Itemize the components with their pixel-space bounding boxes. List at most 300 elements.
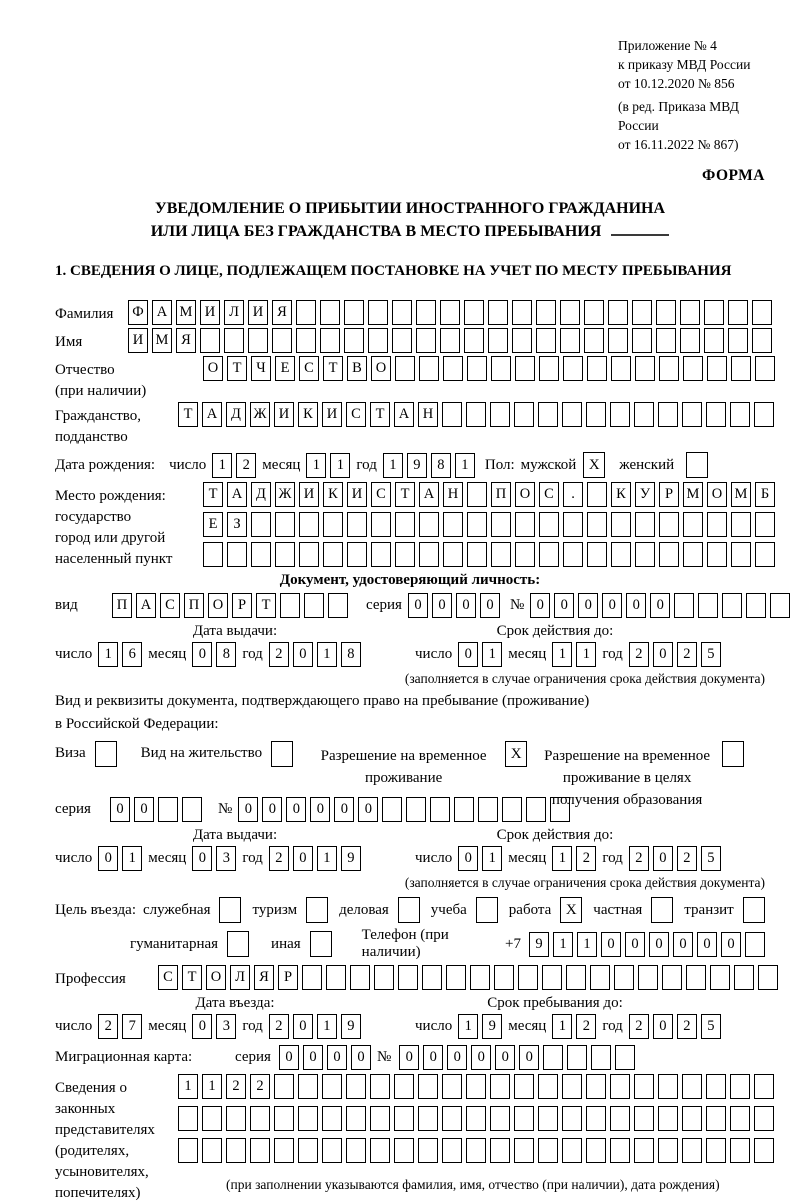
char-cell[interactable]: 0: [399, 1045, 419, 1070]
char-cell[interactable]: [398, 965, 418, 990]
char-cell[interactable]: [610, 1106, 630, 1131]
char-cell[interactable]: 0: [98, 846, 118, 871]
char-cell[interactable]: Ф: [128, 300, 148, 325]
char-cell[interactable]: [346, 1106, 366, 1131]
char-cell[interactable]: [478, 797, 498, 822]
char-cell[interactable]: О: [203, 356, 223, 381]
char-cell[interactable]: [634, 1106, 654, 1131]
char-cell[interactable]: [731, 356, 751, 381]
char-cell[interactable]: [611, 542, 631, 567]
char-cell[interactable]: [634, 1074, 654, 1099]
sex-female-checkbox[interactable]: [686, 452, 708, 478]
char-cell[interactable]: В: [347, 356, 367, 381]
birth-year-cells[interactable]: [383, 453, 475, 478]
char-cell[interactable]: [419, 512, 439, 537]
char-cell[interactable]: 1: [330, 453, 350, 478]
char-cell[interactable]: [422, 965, 442, 990]
char-cell[interactable]: С: [299, 356, 319, 381]
char-cell[interactable]: Ж: [275, 482, 295, 507]
char-cell[interactable]: 1: [212, 453, 232, 478]
char-cell[interactable]: 0: [554, 593, 574, 618]
stay-day[interactable]: [458, 1014, 502, 1039]
char-cell[interactable]: [248, 328, 268, 353]
char-cell[interactable]: 8: [341, 642, 361, 667]
char-cell[interactable]: [416, 328, 436, 353]
char-cell[interactable]: 1: [552, 1014, 572, 1039]
char-cell[interactable]: [584, 300, 604, 325]
char-cell[interactable]: 0: [303, 1045, 323, 1070]
char-cell[interactable]: С: [158, 965, 178, 990]
char-cell[interactable]: О: [206, 965, 226, 990]
char-cell[interactable]: Я: [272, 300, 292, 325]
char-cell[interactable]: О: [707, 482, 727, 507]
char-cell[interactable]: [515, 542, 535, 567]
char-cell[interactable]: [674, 593, 694, 618]
char-cell[interactable]: 9: [529, 932, 549, 957]
char-cell[interactable]: [682, 1138, 702, 1163]
surname-cells[interactable]: [128, 300, 772, 325]
char-cell[interactable]: 1: [552, 846, 572, 871]
char-cell[interactable]: [494, 965, 514, 990]
char-cell[interactable]: [346, 1138, 366, 1163]
char-cell[interactable]: [680, 300, 700, 325]
doc-kind-cells[interactable]: [112, 593, 348, 618]
char-cell[interactable]: 0: [625, 932, 645, 957]
char-cell[interactable]: 0: [458, 642, 478, 667]
char-cell[interactable]: [734, 965, 754, 990]
char-cell[interactable]: [614, 965, 634, 990]
char-cell[interactable]: 0: [134, 797, 154, 822]
char-cell[interactable]: 1: [553, 932, 573, 957]
char-cell[interactable]: [443, 512, 463, 537]
char-cell[interactable]: А: [202, 402, 222, 427]
char-cell[interactable]: [587, 356, 607, 381]
char-cell[interactable]: [610, 1074, 630, 1099]
char-cell[interactable]: [371, 512, 391, 537]
char-cell[interactable]: [320, 300, 340, 325]
char-cell[interactable]: [158, 797, 178, 822]
char-cell[interactable]: [490, 1106, 510, 1131]
citizenship-cells[interactable]: [178, 402, 774, 427]
char-cell[interactable]: [538, 1074, 558, 1099]
char-cell[interactable]: [467, 542, 487, 567]
char-cell[interactable]: [706, 1106, 726, 1131]
char-cell[interactable]: [392, 328, 412, 353]
char-cell[interactable]: 1: [122, 846, 142, 871]
char-cell[interactable]: [683, 542, 703, 567]
char-cell[interactable]: П: [491, 482, 511, 507]
char-cell[interactable]: 0: [293, 1014, 313, 1039]
char-cell[interactable]: 0: [358, 797, 378, 822]
char-cell[interactable]: [683, 356, 703, 381]
doc-number-cells[interactable]: [530, 593, 790, 618]
char-cell[interactable]: [659, 512, 679, 537]
char-cell[interactable]: [590, 965, 610, 990]
birth-place-row3[interactable]: [203, 542, 775, 567]
char-cell[interactable]: 0: [192, 846, 212, 871]
char-cell[interactable]: 0: [653, 642, 673, 667]
char-cell[interactable]: [490, 1138, 510, 1163]
char-cell[interactable]: С: [160, 593, 180, 618]
char-cell[interactable]: М: [731, 482, 751, 507]
char-cell[interactable]: [368, 300, 388, 325]
char-cell[interactable]: 1: [383, 453, 403, 478]
char-cell[interactable]: О: [208, 593, 228, 618]
purpose-official-checkbox[interactable]: [219, 897, 241, 923]
char-cell[interactable]: Д: [226, 402, 246, 427]
char-cell[interactable]: [226, 1138, 246, 1163]
char-cell[interactable]: Е: [203, 512, 223, 537]
char-cell[interactable]: [394, 1074, 414, 1099]
char-cell[interactable]: [730, 1138, 750, 1163]
char-cell[interactable]: [442, 1138, 462, 1163]
identity-issue-day[interactable]: [98, 642, 142, 667]
char-cell[interactable]: [658, 1138, 678, 1163]
char-cell[interactable]: [706, 1138, 726, 1163]
char-cell[interactable]: 1: [317, 642, 337, 667]
char-cell[interactable]: А: [136, 593, 156, 618]
char-cell[interactable]: 0: [480, 593, 500, 618]
char-cell[interactable]: [488, 300, 508, 325]
char-cell[interactable]: [490, 1074, 510, 1099]
char-cell[interactable]: [227, 542, 247, 567]
char-cell[interactable]: [536, 300, 556, 325]
char-cell[interactable]: 2: [269, 642, 289, 667]
char-cell[interactable]: 0: [334, 797, 354, 822]
char-cell[interactable]: 3: [216, 1014, 236, 1039]
birth-day-cells[interactable]: [212, 453, 256, 478]
char-cell[interactable]: К: [323, 482, 343, 507]
char-cell[interactable]: [416, 300, 436, 325]
char-cell[interactable]: [419, 356, 439, 381]
char-cell[interactable]: 7: [122, 1014, 142, 1039]
phone-cells[interactable]: [529, 932, 765, 957]
char-cell[interactable]: Т: [395, 482, 415, 507]
char-cell[interactable]: [202, 1138, 222, 1163]
char-cell[interactable]: [539, 356, 559, 381]
char-cell[interactable]: [491, 356, 511, 381]
char-cell[interactable]: [440, 300, 460, 325]
char-cell[interactable]: [395, 356, 415, 381]
char-cell[interactable]: И: [248, 300, 268, 325]
char-cell[interactable]: [322, 1074, 342, 1099]
char-cell[interactable]: [632, 300, 652, 325]
identity-expiry-year[interactable]: [629, 642, 721, 667]
char-cell[interactable]: 0: [262, 797, 282, 822]
char-cell[interactable]: И: [322, 402, 342, 427]
identity-issue-month[interactable]: [192, 642, 236, 667]
stay-year[interactable]: [629, 1014, 721, 1039]
char-cell[interactable]: 0: [447, 1045, 467, 1070]
char-cell[interactable]: [296, 300, 316, 325]
char-cell[interactable]: [394, 1106, 414, 1131]
entry-day[interactable]: [98, 1014, 142, 1039]
char-cell[interactable]: 0: [495, 1045, 515, 1070]
char-cell[interactable]: [464, 328, 484, 353]
char-cell[interactable]: 0: [578, 593, 598, 618]
char-cell[interactable]: [320, 328, 340, 353]
char-cell[interactable]: 8: [431, 453, 451, 478]
char-cell[interactable]: [745, 932, 765, 957]
residence-number-cells[interactable]: [238, 797, 570, 822]
char-cell[interactable]: [659, 356, 679, 381]
char-cell[interactable]: [275, 512, 295, 537]
char-cell[interactable]: [274, 1074, 294, 1099]
char-cell[interactable]: О: [515, 482, 535, 507]
sex-male-checkbox[interactable]: X: [583, 452, 605, 478]
char-cell[interactable]: 0: [351, 1045, 371, 1070]
char-cell[interactable]: 0: [310, 797, 330, 822]
char-cell[interactable]: [446, 965, 466, 990]
char-cell[interactable]: З: [227, 512, 247, 537]
char-cell[interactable]: 0: [653, 1014, 673, 1039]
migration-number-cells[interactable]: [399, 1045, 635, 1070]
representatives-row2[interactable]: [178, 1106, 774, 1131]
char-cell[interactable]: [731, 512, 751, 537]
char-cell[interactable]: [615, 1045, 635, 1070]
char-cell[interactable]: [635, 542, 655, 567]
char-cell[interactable]: [755, 356, 775, 381]
char-cell[interactable]: 2: [576, 846, 596, 871]
char-cell[interactable]: 2: [677, 642, 697, 667]
identity-expiry-day[interactable]: [458, 642, 502, 667]
char-cell[interactable]: [562, 1106, 582, 1131]
char-cell[interactable]: [430, 797, 450, 822]
char-cell[interactable]: [467, 482, 487, 507]
char-cell[interactable]: 0: [192, 1014, 212, 1039]
char-cell[interactable]: 3: [216, 846, 236, 871]
char-cell[interactable]: [754, 402, 774, 427]
char-cell[interactable]: [490, 402, 510, 427]
birth-place-row2[interactable]: [203, 512, 775, 537]
char-cell[interactable]: 1: [577, 932, 597, 957]
char-cell[interactable]: 1: [455, 453, 475, 478]
char-cell[interactable]: И: [274, 402, 294, 427]
residence-series-cells[interactable]: [110, 797, 202, 822]
char-cell[interactable]: [587, 512, 607, 537]
char-cell[interactable]: 9: [341, 846, 361, 871]
char-cell[interactable]: [539, 512, 559, 537]
char-cell[interactable]: С: [371, 482, 391, 507]
char-cell[interactable]: [635, 512, 655, 537]
char-cell[interactable]: П: [184, 593, 204, 618]
char-cell[interactable]: 2: [236, 453, 256, 478]
char-cell[interactable]: [728, 300, 748, 325]
char-cell[interactable]: [536, 328, 556, 353]
char-cell[interactable]: [682, 402, 702, 427]
char-cell[interactable]: [370, 1074, 390, 1099]
char-cell[interactable]: [746, 593, 766, 618]
residence-permit-checkbox[interactable]: [271, 741, 293, 767]
char-cell[interactable]: М: [683, 482, 703, 507]
char-cell[interactable]: А: [394, 402, 414, 427]
char-cell[interactable]: 0: [530, 593, 550, 618]
char-cell[interactable]: [512, 300, 532, 325]
stay-month[interactable]: [552, 1014, 596, 1039]
char-cell[interactable]: [563, 512, 583, 537]
char-cell[interactable]: [518, 965, 538, 990]
char-cell[interactable]: [611, 356, 631, 381]
char-cell[interactable]: 0: [238, 797, 258, 822]
char-cell[interactable]: [299, 542, 319, 567]
char-cell[interactable]: [682, 1074, 702, 1099]
birth-place-row1[interactable]: [203, 482, 775, 507]
char-cell[interactable]: [275, 542, 295, 567]
char-cell[interactable]: [755, 512, 775, 537]
char-cell[interactable]: [707, 542, 727, 567]
char-cell[interactable]: 0: [626, 593, 646, 618]
purpose-business-checkbox[interactable]: [398, 897, 420, 923]
char-cell[interactable]: [543, 1045, 563, 1070]
char-cell[interactable]: [443, 542, 463, 567]
char-cell[interactable]: С: [539, 482, 559, 507]
char-cell[interactable]: [686, 965, 706, 990]
char-cell[interactable]: [560, 300, 580, 325]
char-cell[interactable]: [272, 328, 292, 353]
char-cell[interactable]: 2: [269, 1014, 289, 1039]
char-cell[interactable]: 0: [649, 932, 669, 957]
birth-month-cells[interactable]: [306, 453, 350, 478]
char-cell[interactable]: [722, 593, 742, 618]
char-cell[interactable]: [466, 1106, 486, 1131]
char-cell[interactable]: [350, 965, 370, 990]
char-cell[interactable]: 1: [306, 453, 326, 478]
char-cell[interactable]: [467, 512, 487, 537]
char-cell[interactable]: У: [635, 482, 655, 507]
char-cell[interactable]: [550, 797, 570, 822]
char-cell[interactable]: [464, 300, 484, 325]
char-cell[interactable]: [395, 512, 415, 537]
char-cell[interactable]: [635, 356, 655, 381]
char-cell[interactable]: [566, 965, 586, 990]
char-cell[interactable]: [370, 1106, 390, 1131]
char-cell[interactable]: 1: [178, 1074, 198, 1099]
char-cell[interactable]: [302, 965, 322, 990]
char-cell[interactable]: 0: [408, 593, 428, 618]
char-cell[interactable]: [752, 328, 772, 353]
char-cell[interactable]: И: [299, 482, 319, 507]
char-cell[interactable]: С: [346, 402, 366, 427]
char-cell[interactable]: [586, 402, 606, 427]
char-cell[interactable]: [368, 328, 388, 353]
char-cell[interactable]: [512, 328, 532, 353]
char-cell[interactable]: 0: [110, 797, 130, 822]
char-cell[interactable]: [659, 542, 679, 567]
purpose-tourism-checkbox[interactable]: [306, 897, 328, 923]
char-cell[interactable]: [442, 1106, 462, 1131]
char-cell[interactable]: [440, 328, 460, 353]
char-cell[interactable]: [656, 300, 676, 325]
char-cell[interactable]: [392, 300, 412, 325]
char-cell[interactable]: И: [200, 300, 220, 325]
char-cell[interactable]: [296, 328, 316, 353]
residence-expiry-month[interactable]: [552, 846, 596, 871]
char-cell[interactable]: [560, 328, 580, 353]
char-cell[interactable]: [662, 965, 682, 990]
char-cell[interactable]: 2: [226, 1074, 246, 1099]
char-cell[interactable]: [610, 1138, 630, 1163]
entry-month[interactable]: [192, 1014, 236, 1039]
char-cell[interactable]: 0: [192, 642, 212, 667]
char-cell[interactable]: И: [347, 482, 367, 507]
char-cell[interactable]: [754, 1138, 774, 1163]
char-cell[interactable]: [683, 512, 703, 537]
char-cell[interactable]: [178, 1138, 198, 1163]
char-cell[interactable]: Т: [227, 356, 247, 381]
char-cell[interactable]: [539, 542, 559, 567]
char-cell[interactable]: [347, 542, 367, 567]
char-cell[interactable]: 2: [629, 642, 649, 667]
char-cell[interactable]: 0: [279, 1045, 299, 1070]
char-cell[interactable]: [418, 1106, 438, 1131]
char-cell[interactable]: [514, 402, 534, 427]
char-cell[interactable]: [514, 1074, 534, 1099]
char-cell[interactable]: [707, 512, 727, 537]
char-cell[interactable]: [203, 542, 223, 567]
char-cell[interactable]: 1: [202, 1074, 222, 1099]
char-cell[interactable]: [347, 512, 367, 537]
char-cell[interactable]: 1: [317, 846, 337, 871]
char-cell[interactable]: 2: [629, 846, 649, 871]
char-cell[interactable]: О: [371, 356, 391, 381]
char-cell[interactable]: 2: [576, 1014, 596, 1039]
char-cell[interactable]: [755, 542, 775, 567]
char-cell[interactable]: [658, 1106, 678, 1131]
char-cell[interactable]: [538, 402, 558, 427]
char-cell[interactable]: 9: [482, 1014, 502, 1039]
char-cell[interactable]: [178, 1106, 198, 1131]
char-cell[interactable]: [586, 1106, 606, 1131]
char-cell[interactable]: 0: [293, 642, 313, 667]
char-cell[interactable]: 1: [576, 642, 596, 667]
char-cell[interactable]: [202, 1106, 222, 1131]
char-cell[interactable]: А: [227, 482, 247, 507]
char-cell[interactable]: 0: [423, 1045, 443, 1070]
char-cell[interactable]: [250, 1106, 270, 1131]
char-cell[interactable]: [562, 1074, 582, 1099]
char-cell[interactable]: [394, 1138, 414, 1163]
char-cell[interactable]: [698, 593, 718, 618]
char-cell[interactable]: 0: [327, 1045, 347, 1070]
char-cell[interactable]: 1: [482, 846, 502, 871]
char-cell[interactable]: [251, 542, 271, 567]
identity-issue-year[interactable]: [269, 642, 361, 667]
char-cell[interactable]: Т: [178, 402, 198, 427]
char-cell[interactable]: Т: [182, 965, 202, 990]
char-cell[interactable]: Т: [203, 482, 223, 507]
char-cell[interactable]: Т: [256, 593, 276, 618]
char-cell[interactable]: Е: [275, 356, 295, 381]
char-cell[interactable]: [491, 542, 511, 567]
char-cell[interactable]: [226, 1106, 246, 1131]
char-cell[interactable]: [608, 300, 628, 325]
char-cell[interactable]: [730, 1106, 750, 1131]
char-cell[interactable]: 2: [269, 846, 289, 871]
char-cell[interactable]: [538, 1106, 558, 1131]
char-cell[interactable]: [515, 356, 535, 381]
char-cell[interactable]: М: [152, 328, 172, 353]
char-cell[interactable]: .: [563, 482, 583, 507]
char-cell[interactable]: [344, 328, 364, 353]
char-cell[interactable]: 2: [677, 846, 697, 871]
char-cell[interactable]: [466, 1074, 486, 1099]
residence-issue-day[interactable]: [98, 846, 142, 871]
char-cell[interactable]: [466, 1138, 486, 1163]
char-cell[interactable]: [730, 402, 750, 427]
char-cell[interactable]: 1: [482, 642, 502, 667]
char-cell[interactable]: [491, 512, 511, 537]
char-cell[interactable]: [728, 328, 748, 353]
